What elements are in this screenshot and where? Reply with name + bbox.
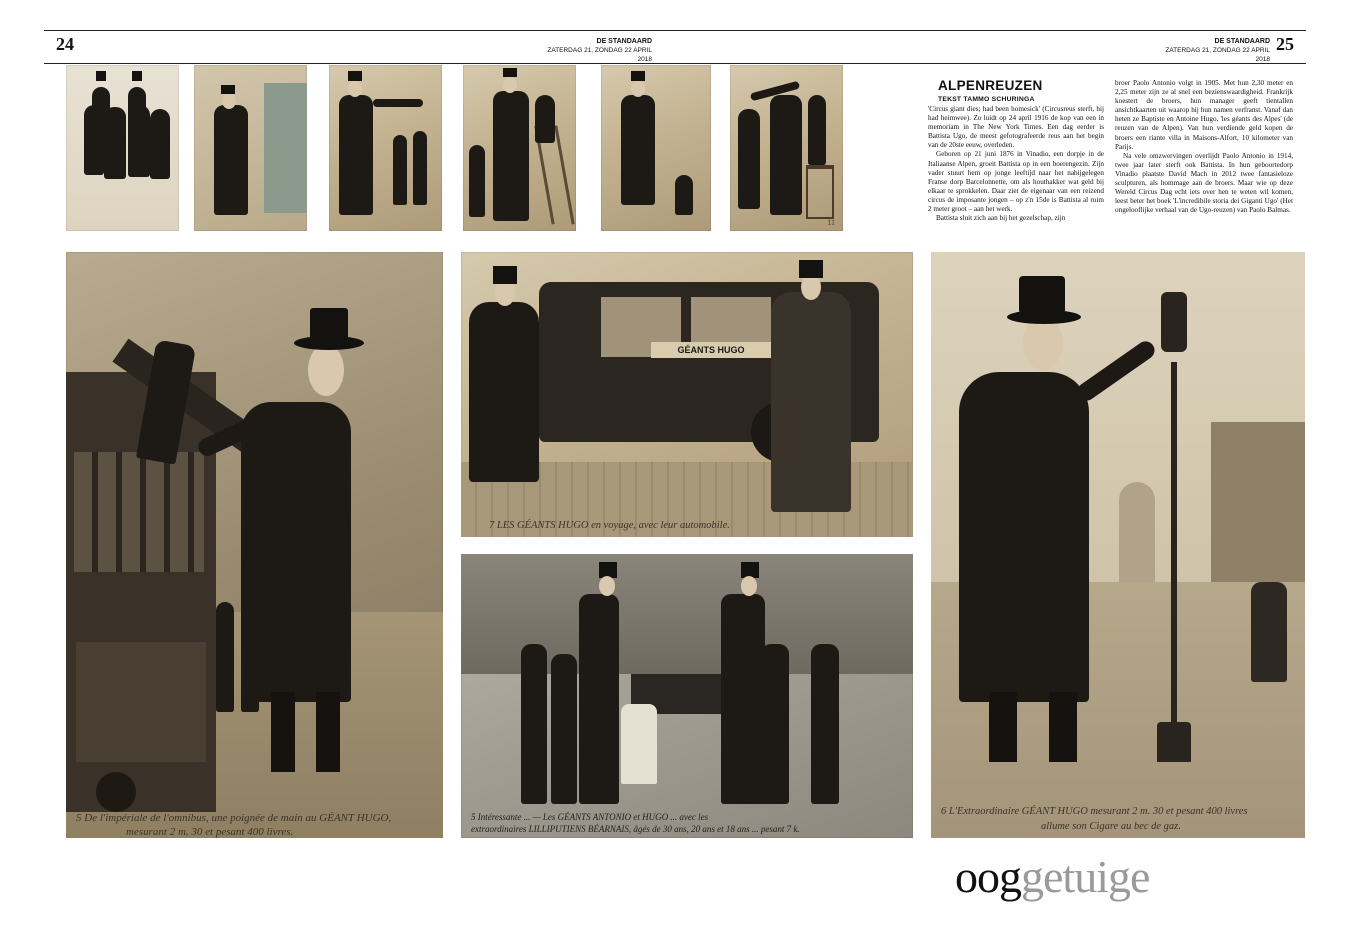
thumbnail-giant-window	[194, 65, 307, 231]
thumbnail-giant-and-child	[601, 65, 711, 231]
photo-omnibus-handshake	[66, 252, 443, 838]
section-label	[955, 850, 1149, 903]
caption-line: 6 L'Extraordinaire GÉANT HUGO mesurant 2 m. 30 et pesant 400 livres	[941, 806, 1248, 817]
article-paragraph: Battista sluit zich aan bij het gezelschap, zijn	[936, 214, 1066, 223]
right-page-number: 25	[1276, 34, 1294, 54]
thumbnail-group-portrait	[66, 65, 179, 231]
article-title: ALPENREUZEN	[938, 78, 1043, 93]
caption-line: 5 De l'impériale de l'omnibus, une poignée de main au GÉANT HUGO,	[76, 812, 392, 824]
photo-giants-lilliputians	[461, 554, 913, 838]
caption-line: extraordinaires LILLIPUTIENS BÉARNAIS, âgés de 30 ans, 20 ans et 18 ans ... pesant 7 k.	[471, 824, 800, 834]
caption-line: 7 LES GÉANTS HUGO en voyage, avec leur automobile.	[489, 520, 730, 531]
caption-line: 5 Intéressante ... — Les GÉANTS ANTONIO et HUGO ... avec les	[471, 812, 709, 822]
article-paragraph: Na vele omzwervingen overlijdt Paolo Antonio in 1914, twee jaar later sterft ook Battista. In hun geboortedorp Vinadio plaatste David Mach in 2012 twee fantasieloze sculpturen, als hommage aan de broers. Maar wie op deze Wereld Circus Dag echt iets over hen te weten wil komen, leest beter het boek 'L'incredibile storia dei Giganti Ugo' (Het ongelooflijke verhaal van de Ugo-reuzen) van Paolo Balmas.	[1115, 151, 1293, 215]
caption-line: mesurant 2 m. 30 et pesant 400 livres.	[126, 826, 294, 838]
header-rule-bottom	[44, 63, 1306, 64]
left-page-number: 24	[56, 34, 74, 54]
article-paragraph: 'Circus giant dies; had been homesick' (Circusreus sterft, hij had heimwee). Zo luidt op 24 april 1916 de kop van een in memoriam in The New York Times. Een dag eerder is Battista Ugo, de meest gefotografeerde reus aan het begin van de 20ste eeuw, overleden.	[928, 105, 1104, 150]
section-label-oog: oog	[955, 851, 1021, 902]
left-paper-name: DE STANDAARD	[596, 38, 652, 45]
right-paper-name: DE STANDAARD	[1214, 38, 1270, 45]
header-rule-top	[44, 30, 1306, 31]
right-masthead	[1150, 37, 1270, 64]
thumbnail-giant-pointing	[329, 65, 442, 231]
article-column-1	[928, 105, 1104, 223]
article-column-2	[1115, 79, 1293, 215]
right-date: ZATERDAG 21, ZONDAG 22 APRIL 2018	[1165, 47, 1270, 63]
photo-giants-automobile	[461, 252, 913, 537]
caption-line: allume son Cigare au bec de gaz.	[1041, 821, 1181, 832]
photo-giant-lamppost	[931, 252, 1305, 838]
left-masthead	[544, 37, 652, 64]
left-date: ZATERDAG 21, ZONDAG 22 APRIL 2018	[547, 47, 652, 63]
page-header	[44, 30, 1306, 64]
thumbnail-giant-stool	[730, 65, 843, 231]
thumbnail-giant-ladder	[463, 65, 576, 231]
thumbnail-card-number: 11	[827, 218, 835, 227]
article-paragraph: broer Paolo Antonio volgt in 1905. Met hun 2,30 meter en 2,25 meter zijn ze al snel een bezienswaardigheid. Frankrijk koestert de broers, hun manager geeft tientallen ansichtkaarten uit waarop hij hun namen verfranst. Vanaf dan heten ze Baptiste en Antoine Hugo, 'les géants des Alpes' (de reuzen van de Alpen). Van hun verdiende geld kopen de broers een riante villa in Maisons-Alfort, 10 kilometer van Parijs.	[1115, 79, 1293, 151]
article-paragraph: Geboren op 21 juni 1876 in Vinadio, een dorpje in de Italiaanse Alpen, groeit Battista op in een boerengezin. Zijn vader stuurt hem op jonge leeftijd naar het nabijgelegen Franse dorp Barcelonnette, om als houthakker wat geld bij elkaar te sprokkelen. Daar ziet de eigenaar van een reizend circus de imposante jongen – op z'n 15de is Battista al ruim 2 meter groot – aan het werk.	[928, 150, 1104, 214]
article-byline: TEKST TAMMO SCHURINGA	[938, 96, 1035, 103]
section-label-getuige: getuige	[1021, 851, 1150, 902]
car-door-label: GÉANTS HUGO	[651, 342, 771, 358]
